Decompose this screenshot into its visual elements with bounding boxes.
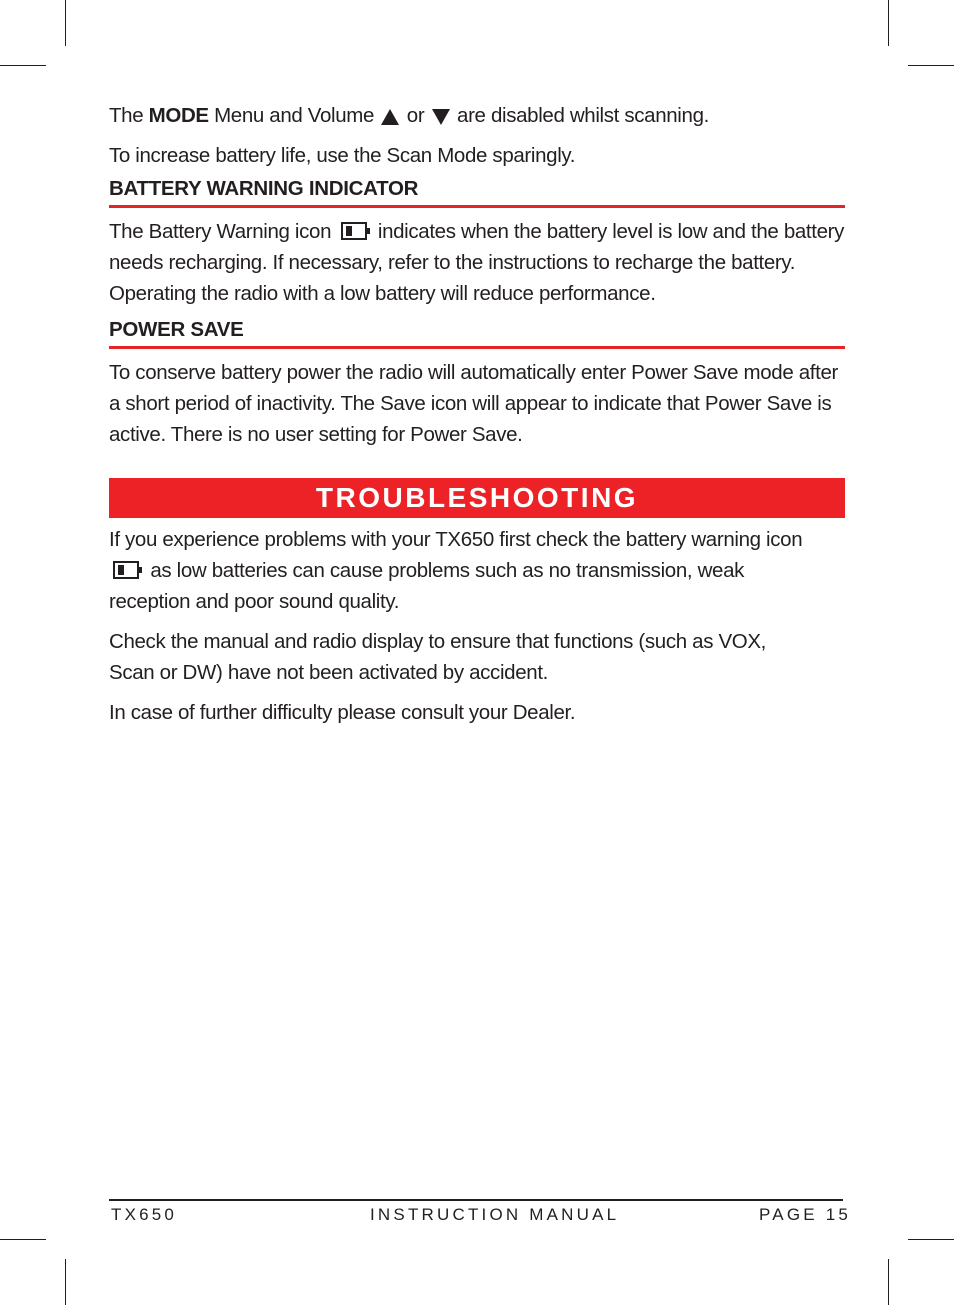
crop-mark bbox=[0, 65, 46, 66]
crop-mark bbox=[908, 65, 954, 66]
footer-title: INSTRUCTION MANUAL bbox=[370, 1205, 620, 1224]
page-content bbox=[109, 100, 845, 728]
crop-mark bbox=[888, 0, 889, 46]
troubleshooting-battery-check: If you experience problems with your TX650 first check the battery warning icon as low batteries can cause problems such as no transmission, weak reception and poor sound quality. bbox=[109, 528, 803, 613]
crop-mark bbox=[908, 1239, 954, 1240]
troubleshooting-banner: TROUBLESHOOTING bbox=[109, 478, 845, 518]
power-save-text: To conserve battery power the radio will automatically enter Power Save mode after a short period of inactivity. The Save icon will appear to indicate that Power Save is active. There is no user setting for Power Save. bbox=[109, 361, 839, 446]
mode-keyword: MODE bbox=[148, 104, 209, 127]
troubleshooting-dealer-note: In case of further difficulty please consult your Dealer. bbox=[109, 701, 576, 724]
scan-disabled-note: The MODE Menu and Volume or are disabled whilst scanning. bbox=[109, 104, 709, 127]
battery-low-icon bbox=[113, 561, 139, 579]
arrow-up-icon bbox=[381, 109, 399, 125]
troubleshooting-functions-check: Check the manual and radio display to ensure that functions (such as VOX, Scan or DW) have not been activated by accident. bbox=[109, 630, 767, 684]
crop-mark bbox=[65, 0, 66, 46]
crop-mark bbox=[65, 1259, 66, 1305]
battery-low-icon bbox=[341, 222, 367, 240]
battery-warning-heading: BATTERY WARNING INDICATOR bbox=[109, 177, 845, 208]
crop-mark bbox=[888, 1259, 889, 1305]
battery-warning-text: The Battery Warning icon indicates when the battery level is low and the battery needs recharging. If necessary, refer to the instructions to recharge the battery. Operating the radio with a low battery will reduce performance. bbox=[109, 220, 845, 305]
footer-page-number: PAGE 15 bbox=[759, 1205, 852, 1224]
crop-mark bbox=[0, 1239, 46, 1240]
footer-model: TX650 bbox=[111, 1205, 178, 1224]
scan-battery-tip: To increase battery life, use the Scan Mode sparingly. bbox=[109, 144, 576, 167]
footer-rule bbox=[109, 1199, 843, 1201]
arrow-down-icon bbox=[432, 109, 450, 125]
power-save-heading: POWER SAVE bbox=[109, 318, 845, 349]
